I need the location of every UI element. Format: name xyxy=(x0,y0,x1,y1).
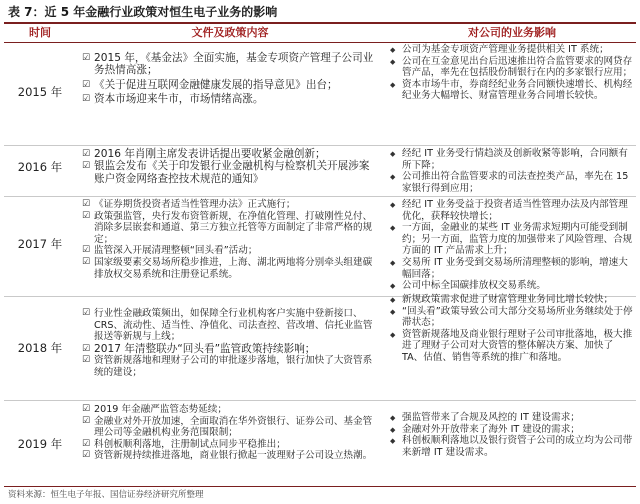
policy-item: ☑ 2017 年清整联办“回头看”监管政策持续影响； xyxy=(82,343,378,355)
impact-item: ◆ 一方面，金融业的某些 IT 业务需求短期内可能受到制约；另一方面，监管力度的加强带来了风险管理、合规方面的 IT 产品需求上升； xyxy=(390,222,636,257)
impact-item: ◆ 科创板顺利落地以及银行资管子公司的成立均为公司带来新增 IT 建设需求。 xyxy=(390,435,636,458)
policy-item: ☑ 金融业对外开放加速，全面取消在华外资银行、证券公司、基金管理公司等金融机构业务范围限制； xyxy=(82,416,378,439)
row-year: 2018 年 xyxy=(17,341,63,355)
policy-item: ☑ 政策强监管，央行发布资管新规，在净值化管理、打破刚性兑付、消除多层嵌套和通道、第三方独立托管等方面制定了非常严格的规定； xyxy=(82,211,378,246)
policy-item: ☑ 行业性金融政策频出，如保障全行业机构客户实施中登新接口、CRS、流动性、适当性、净值化、司法查控、营改增、信托业监管报送等新规与上线； xyxy=(82,308,378,343)
policy-item: ☑ 2019 年金融严监管态势延续； xyxy=(82,404,378,416)
table-row xyxy=(4,198,636,296)
table-title: 表 7：近 5 年金融行业政策对恒生电子业务的影响 xyxy=(8,5,278,19)
policy-list xyxy=(82,148,378,185)
policy-item: ☑ 资管新规持续推进落地，商业银行掀起一波理财子公司设立热潮。 xyxy=(82,450,378,462)
impact-item: ◆ 金融对外开放带来了海外 IT 建设的需求； xyxy=(390,424,636,436)
impact-item: ◆ 资管新规落地及商业银行理财子公司审批落地，极大推进了理财子公司对大资管的整体解决方案、加快了 TA、估值、销售等系统的推广和落地。 xyxy=(390,329,636,364)
policy-item: ☑ 《关于促进互联网金融健康发展的指导意见》出台； xyxy=(82,79,378,91)
policy-list xyxy=(82,52,378,106)
table-header xyxy=(4,25,636,41)
table-row xyxy=(4,46,636,146)
impact-item: ◆ 交易所 IT 业务受到交易场所清理整顿的影响，增速大幅回落； xyxy=(390,257,636,280)
header-docs: 文件及政策内容 xyxy=(191,26,269,39)
policy-list xyxy=(82,199,378,280)
impact-list xyxy=(390,294,636,364)
row-year: 2016 年 xyxy=(17,160,63,174)
impact-item: ◆ 公司为基金专项资产管理业务提供相关 IT 系统； xyxy=(390,44,636,56)
impact-item: ◆ 强监管带来了合规及风控的 IT 建设需求； xyxy=(390,412,636,424)
policy-item: ☑ 资管新规落地和理财子公司的审批逐步落地，银行加快了大资管系统的建设； xyxy=(82,355,378,378)
policy-item: ☑ 银监会发布《关于印发银行业金融机构与检察机关开展涉案账户资金网络查控技术规范的通知》 xyxy=(82,160,378,185)
header-rule xyxy=(4,42,636,43)
impact-item: ◆ 经纪 IT 业务受行情趋淡及创新收紧等影响，合同额有所下降； xyxy=(390,148,636,171)
impact-item: ◆ 公司推出符合监管要求的司法查控类产品，率先在 15 家银行得到应用； xyxy=(390,171,636,194)
impact-list xyxy=(390,412,636,458)
policy-item: ☑ 资本市场迎来牛市，市场情绪高涨。 xyxy=(82,93,378,105)
policy-item: ☑ 2016 年肖刚主席发表讲话提出要收紧金融创新； xyxy=(82,148,378,160)
header-impact: 对公司的业务影响 xyxy=(468,26,556,39)
impact-item: ◆ 新规政策需求促进了财富管理业务同比增长较快； xyxy=(390,294,636,306)
policy-item: ☑ 国家级要素交易场所稳步推进，上海、湖北两地将分别牵头组建碳排放权交易系统和注册登记系统。 xyxy=(82,257,378,280)
policy-item: ☑ 监管深入开展清理整顿“回头看”活动； xyxy=(82,245,378,257)
table-row xyxy=(4,402,636,484)
source-note: 资料来源：恒生电子年报、国信证券经济研究所整理 xyxy=(8,490,204,500)
row-divider xyxy=(4,196,636,197)
impact-item: ◆ “回头看”政策导致公司大部分交易场所业务继续处于停滞状态； xyxy=(390,306,636,329)
table-row xyxy=(4,147,636,196)
impact-list xyxy=(390,44,636,102)
impact-item: ◆ 资本市场牛市，券商经纪业务合同额快速增长、机构经纪业务大幅增长、财富管理业务合同增长较快。 xyxy=(390,79,636,102)
impact-list xyxy=(390,199,636,292)
footer-rule xyxy=(4,486,636,487)
row-year: 2019 年 xyxy=(17,437,63,451)
header-time: 时间 xyxy=(29,26,51,39)
impact-list xyxy=(390,148,636,194)
table-row xyxy=(4,294,636,400)
row-divider xyxy=(4,145,636,146)
row-year: 2017 年 xyxy=(17,237,63,251)
row-divider xyxy=(4,400,636,401)
impact-item: ◆ 经纪 IT 业务受益于投资者适当性管理办法及内部管理优化，获释较快增长； xyxy=(390,199,636,222)
policy-item: ☑ 科创板顺利落地，注册制试点同步平稳推出； xyxy=(82,439,378,451)
title-rule xyxy=(4,22,636,24)
policy-list xyxy=(82,308,378,378)
policy-item: ☑ 2015 年，《基金法》全面实施，基金专项资产管理子公司业务热情高涨； xyxy=(82,52,378,77)
policy-list xyxy=(82,404,378,462)
row-year: 2015 年 xyxy=(17,85,63,99)
impact-item: ◆ 公司中标全国碳排放权交易系统。 xyxy=(390,280,636,292)
impact-item: ◆ 公司在互金意见出台后迅速推出符合监管要求的网贷存管产品，率先在包括股份制银行在内的多家银行应用； xyxy=(390,56,636,79)
policy-item: ☑ 《证券期货投资者适当性管理办法》正式施行； xyxy=(82,199,378,211)
